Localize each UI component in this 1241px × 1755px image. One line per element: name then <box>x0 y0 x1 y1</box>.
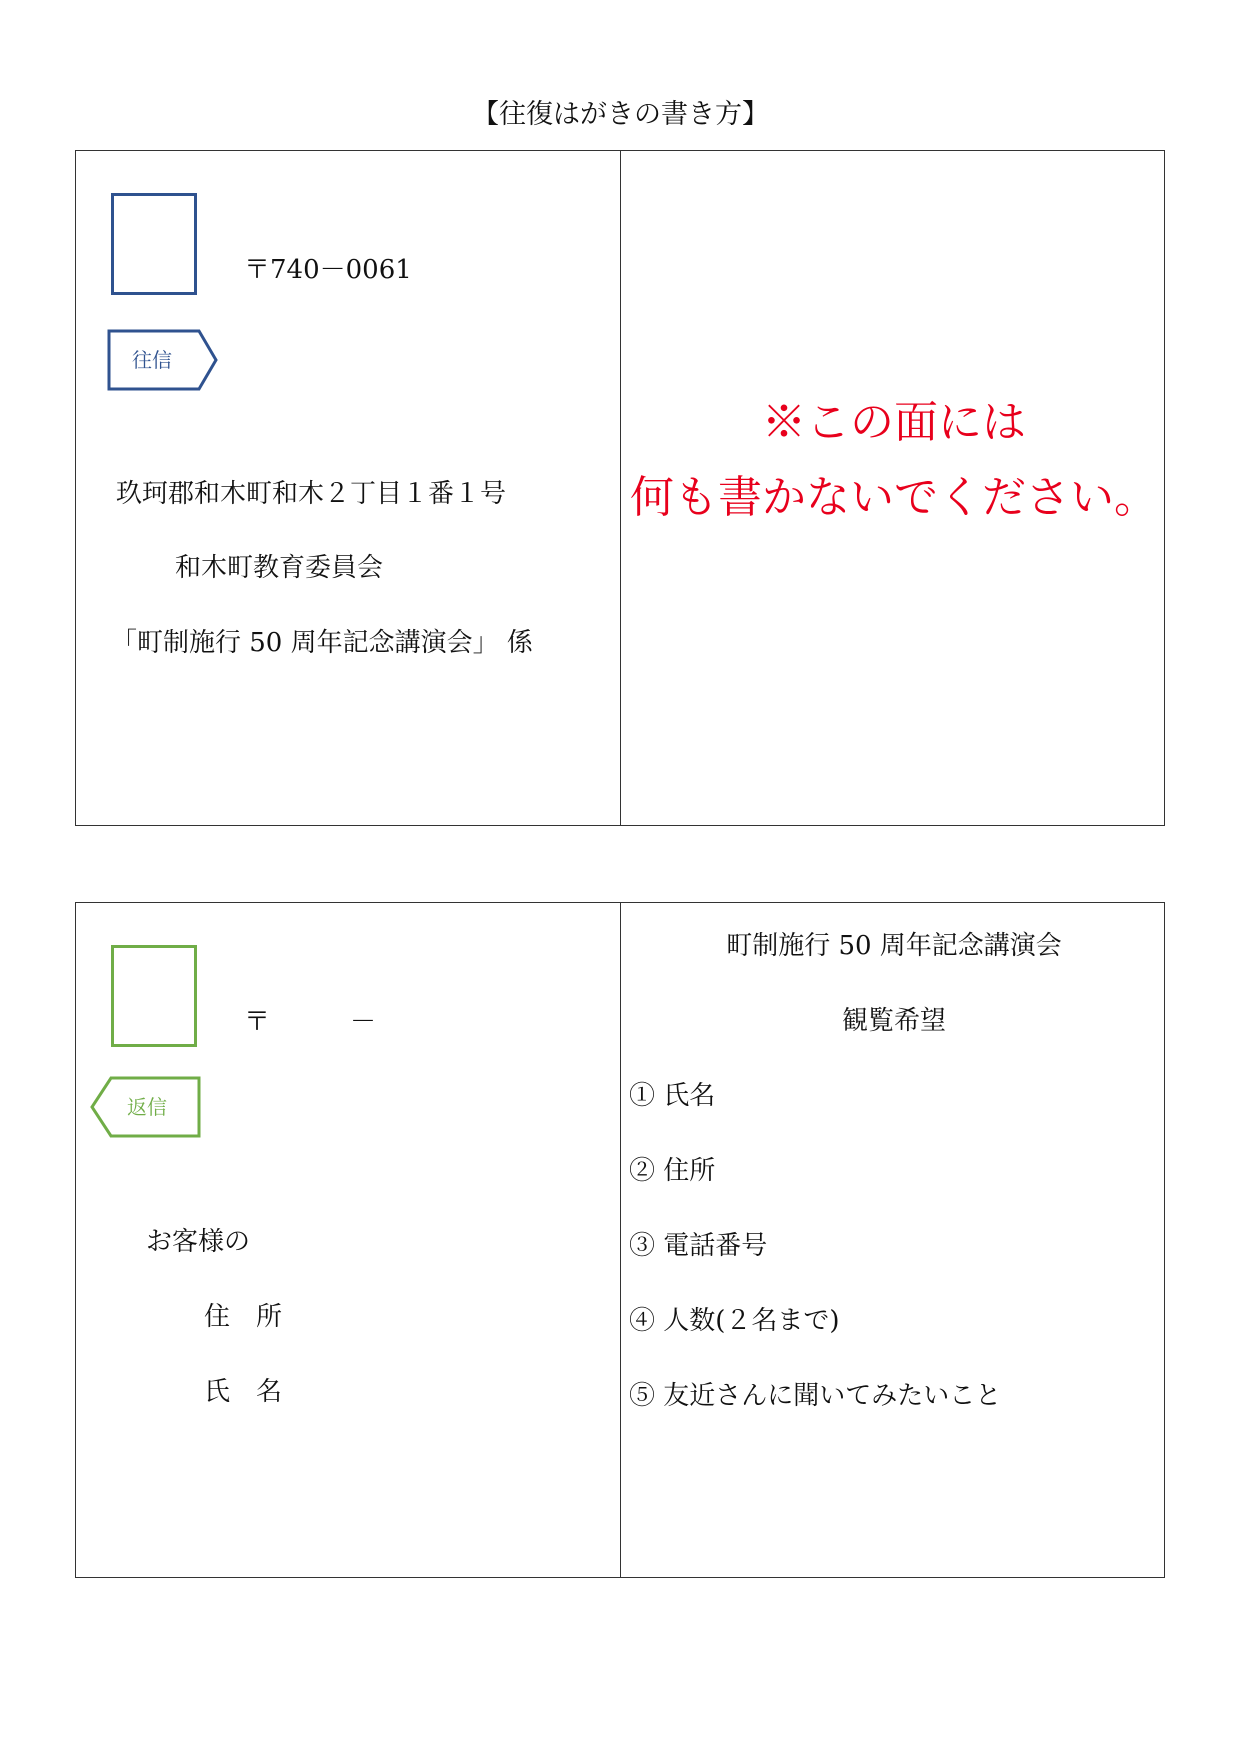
name-label: 氏 名 <box>204 1377 283 1407</box>
postal-code: 〒740－0061 <box>244 255 412 285</box>
page-title: 【往復はがきの書き方】 <box>472 99 769 130</box>
stamp-placeholder-icon <box>111 193 197 295</box>
postal-dash: － <box>350 1007 377 1037</box>
notice-line-2: 何も書かないでください。 <box>630 472 1158 523</box>
postal-symbol: 〒 <box>244 1007 271 1037</box>
reply-postcard <box>75 902 1165 1578</box>
customer-label: お客様の <box>146 1227 251 1257</box>
recipient-name: 和木町教育委員会 <box>175 553 384 583</box>
reply-tag-label: 返信 <box>127 1095 167 1119</box>
outgoing-postcard <box>75 150 1165 826</box>
request-item: ③ 電話番号 <box>629 1231 768 1261</box>
request-item: ② 住所 <box>629 1156 716 1186</box>
request-item: ④ 人数(２名まで) <box>629 1306 840 1336</box>
outgoing-tag-label: 往信 <box>132 348 172 372</box>
outgoing-tag <box>107 329 219 391</box>
request-item: ⑤ 友近さんに聞いてみたいこと <box>629 1381 1002 1411</box>
request-item: ① 氏名 <box>629 1081 716 1111</box>
reply-tag <box>89 1076 201 1138</box>
request-subheading: 観覧希望 <box>841 1006 946 1036</box>
card-divider <box>620 151 621 825</box>
card-divider <box>620 903 621 1577</box>
attention-line: 「町制施行 50 周年記念講演会」 係 <box>111 628 533 658</box>
address-label: 住 所 <box>204 1302 283 1332</box>
notice-line-1: ※この面には <box>762 397 1026 448</box>
address-line: 玖珂郡和木町和木２丁目１番１号 <box>116 479 507 509</box>
request-heading: 町制施行 50 周年記念講演会 <box>726 931 1062 961</box>
stamp-placeholder-icon <box>111 945 197 1047</box>
